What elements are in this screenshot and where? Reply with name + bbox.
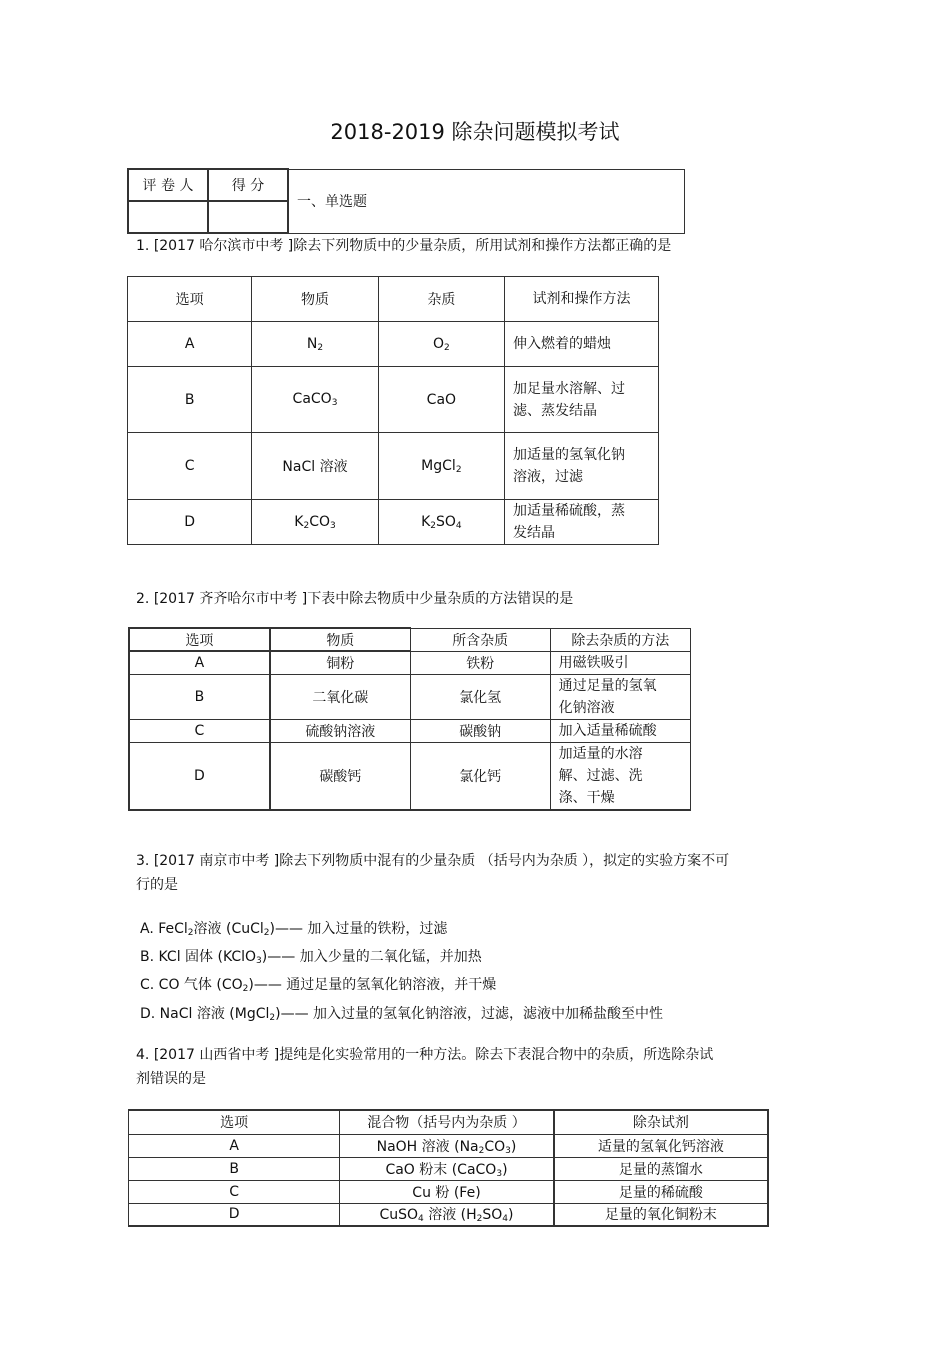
cell-method: 伸入燃着的蜡烛 (504, 322, 658, 367)
cell-substance: 硫酸钠溶液 (270, 719, 410, 742)
cell-substance: $N_2$ (252, 322, 379, 367)
cell-reagent: 适量的氢氧化钙溶液 (554, 1134, 768, 1157)
cell-method: 加适量的氢氧化钠溶液，过滤 (504, 433, 658, 500)
cell-impurity: 氯化钙 (410, 742, 550, 810)
cell-method: 用磁铁吸引 (550, 651, 690, 674)
question-text: 除去下列物质中混有的少量杂质 （括号内为杂质 ），拟定的实验方案不可 (279, 853, 730, 869)
header-reagent: 除杂试剂 (554, 1110, 768, 1134)
cell-impurity: 碳酸钠 (410, 719, 550, 742)
question-4 (136, 1043, 796, 1091)
header-option: 选项 (129, 1110, 340, 1134)
cell-reagent: 足量的蒸馏水 (554, 1157, 768, 1180)
question-source: [2017 哈尔滨市中考 ] (153, 238, 294, 254)
reviewer-cell (128, 201, 208, 233)
option-a: A. FeCl$_2$溶液 (CuCl$_2$)—— 加入过量的铁粉，过滤 (140, 921, 448, 938)
cell-option: B (129, 1157, 340, 1180)
cell-option: A (129, 1134, 340, 1157)
section-heading: 一、单选题 (288, 169, 685, 233)
header-impurity: 杂质 (378, 277, 504, 322)
cell-option: C (129, 719, 270, 742)
cell-option: B (128, 367, 252, 433)
question-text: 下表中除去物质中少量杂质的方法错误的是 (307, 591, 574, 607)
cell-option: D (128, 500, 252, 545)
cell-option: C (129, 1180, 340, 1203)
table-row (128, 433, 659, 500)
question-source: [2017 齐齐哈尔市中考 ] (153, 591, 308, 607)
option-c: C. CO 气体 $(CO_2)——$ 通过足量的氢氧化钠溶液，并干燥 (140, 977, 497, 994)
question-text: 提纯是化实验常用的一种方法。除去下表混合物中的杂质，所选除杂试 (279, 1047, 714, 1063)
table-row (128, 322, 659, 367)
header-option: 选项 (129, 628, 270, 651)
option-b: B. KCl 固体 (KClO$_3$)—— 加入少量的二氧化锰，并加热 (140, 949, 482, 966)
page-title: 2018-2019 除杂问题模拟考试 (330, 120, 620, 144)
question-number: 2. (136, 591, 150, 607)
cell-impurity: 铁粉 (410, 651, 550, 674)
cell-reagent: 足量的氧化铜粉末 (554, 1203, 768, 1226)
cell-reagent: 足量的稀硫酸 (554, 1180, 768, 1203)
cell-substance: CaCO$_3$ (252, 367, 379, 433)
q2-table (128, 627, 691, 811)
cell-method: 加适量的水溶解、过滤、洗涤、干燥 (550, 742, 690, 810)
cell-option: D (129, 742, 270, 810)
cell-option: A (128, 322, 252, 367)
question-source: [2017 南京市中考 ] (153, 853, 280, 869)
cell-impurity: CaO (378, 367, 504, 433)
question-text-line2: 剂错误的是 (136, 1071, 206, 1087)
cell-mixture: CuSO$_4$ 溶液 $(H_2SO_4)$ (340, 1203, 554, 1226)
header-substance: 物质 (270, 628, 410, 651)
cell-mixture: Cu 粉 (Fe) (340, 1180, 554, 1203)
cell-impurity: MgCl$_2$ (378, 433, 504, 500)
cell-impurity: $O_2$ (378, 322, 504, 367)
table-row (129, 1180, 769, 1203)
cell-substance: NaCl 溶液 (252, 433, 379, 500)
header-substance: 物质 (252, 277, 379, 322)
table-row (128, 367, 659, 433)
question-1 (136, 234, 671, 258)
cell-method: 加适量稀硫酸，蒸发结晶 (504, 500, 658, 545)
q4-table (128, 1109, 769, 1227)
q1-table (127, 276, 659, 545)
table-row (129, 742, 691, 810)
cell-method: 加足量水溶解、过滤、蒸发结晶 (504, 367, 658, 433)
question-text: 除去下列物质中的少量杂质，所用试剂和操作方法都正确的是 (293, 238, 672, 254)
option-d: D. NaCl 溶液 (MgCl$_2$)—— 加入过量的氢氧化钠溶液，过滤，滤液中加稀盐酸至中性 (140, 1006, 664, 1023)
question-3 (136, 849, 796, 897)
cell-substance: 碳酸钙 (270, 742, 410, 810)
cell-substance: $K_2CO_3$ (252, 500, 379, 545)
question-2 (136, 587, 573, 611)
table-row (129, 1157, 769, 1180)
header-method: 试剂和操作方法 (504, 277, 658, 322)
reviewer-label: 评 卷 人 (128, 169, 208, 201)
score-cell (208, 201, 288, 233)
table-row (128, 500, 659, 545)
header-method: 除去杂质的方法 (550, 628, 690, 651)
cell-method: 加入适量稀硫酸 (550, 719, 690, 742)
table-row (129, 1134, 769, 1157)
question-number: 3. (136, 853, 150, 869)
cell-impurity: 氯化氢 (410, 674, 550, 719)
cell-option: D (129, 1203, 340, 1226)
cell-substance: 铜粉 (270, 651, 410, 674)
cell-substance: 二氧化碳 (270, 674, 410, 719)
header-impurity: 所含杂质 (410, 628, 550, 651)
header-mixture: 混合物（括号内为杂质 ） (340, 1110, 554, 1134)
cell-mixture: NaOH 溶液 $(Na_2CO_3)$ (340, 1134, 554, 1157)
cell-option: B (129, 674, 270, 719)
cell-method: 通过足量的氢氧化钠溶液 (550, 674, 690, 719)
cell-option: A (129, 651, 270, 674)
question-number: 1. (136, 238, 150, 254)
cell-mixture: CaO 粉末 (CaCO$_3$) (340, 1157, 554, 1180)
table-row (129, 651, 691, 674)
question-number: 4. (136, 1047, 150, 1063)
question-source: [2017 山西省中考 ] (153, 1047, 280, 1063)
table-row (129, 719, 691, 742)
cell-impurity: $K_2SO_4$ (378, 500, 504, 545)
cell-option: C (128, 433, 252, 500)
header-option: 选项 (128, 277, 252, 322)
question-text-line2: 行的是 (136, 877, 178, 893)
table-row (129, 1203, 769, 1226)
score-label: 得 分 (208, 169, 288, 201)
score-box (127, 168, 685, 234)
table-row (129, 674, 691, 719)
